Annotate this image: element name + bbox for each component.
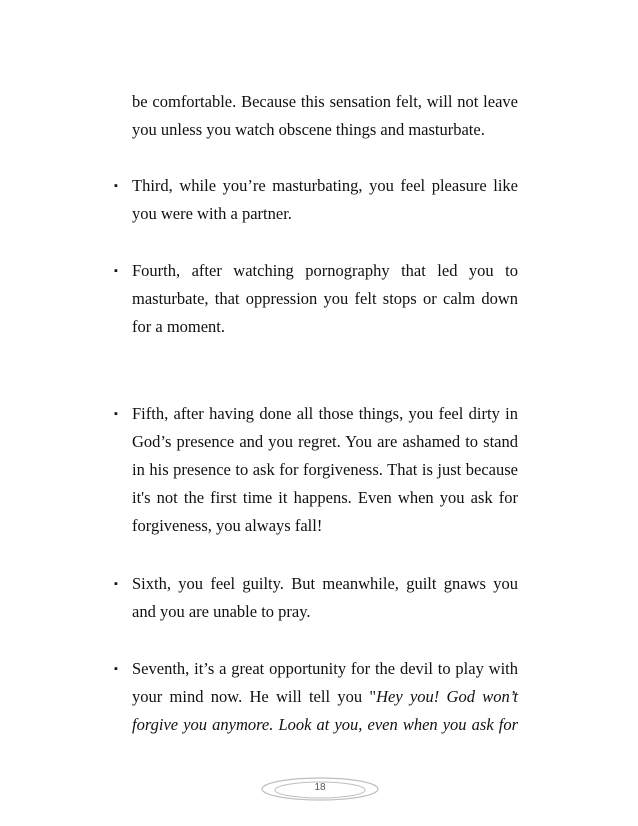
bullet-third-line: you were with a partner. — [132, 204, 292, 223]
bullet-fifth-line: God’s presence and you regret. You are ashamed to stand — [132, 432, 518, 451]
bullet-third-line: Third, while you’re masturbating, you feel pleasure like — [132, 176, 518, 195]
quoted-speech: Hey you! God won’t — [376, 687, 518, 706]
bullet-marker: ▪ — [114, 180, 118, 192]
bullet-seventh-line — [132, 687, 518, 707]
bullet-marker: ▪ — [114, 663, 118, 675]
bullet-fifth-line: forgiveness, you always fall! — [132, 516, 323, 535]
bullet-fourth-line: for a moment. — [132, 317, 226, 336]
bullet-marker: ▪ — [114, 265, 118, 277]
bullet-sixth-line: Sixth, you feel guilty. But meanwhile, guilt gnaws you — [132, 574, 518, 593]
body-text-line: be comfortable. Because this sensation felt, will not leave — [132, 92, 518, 111]
bullet-marker: ▪ — [114, 408, 118, 420]
body-text-segment: your mind now. He will tell you " — [132, 687, 377, 706]
bullet-seventh-line: Seventh, it’s a great opportunity for the devil to play with — [132, 659, 518, 678]
bullet-marker: ▪ — [114, 578, 118, 590]
bullet-fifth-line: in his presence to ask for forgiveness. That is just because — [132, 460, 518, 479]
bullet-fourth-line: masturbate, that oppression you felt stops or calm down — [132, 289, 518, 308]
page-number: 18 — [314, 782, 326, 793]
body-text-line: you unless you watch obscene things and masturbate. — [132, 120, 485, 139]
quoted-speech-line: forgive you anymore. Look at you, even when you ask for — [132, 715, 518, 734]
bullet-fifth-line: Fifth, after having done all those things, you feel dirty in — [132, 404, 518, 423]
page-number-footer — [259, 774, 381, 806]
bullet-fourth-line: Fourth, after watching pornography that led you to — [132, 261, 518, 280]
bullet-fifth-line: it's not the first time it happens. Even when you ask for — [132, 488, 518, 507]
bullet-sixth-line: and you are unable to pray. — [132, 602, 311, 621]
